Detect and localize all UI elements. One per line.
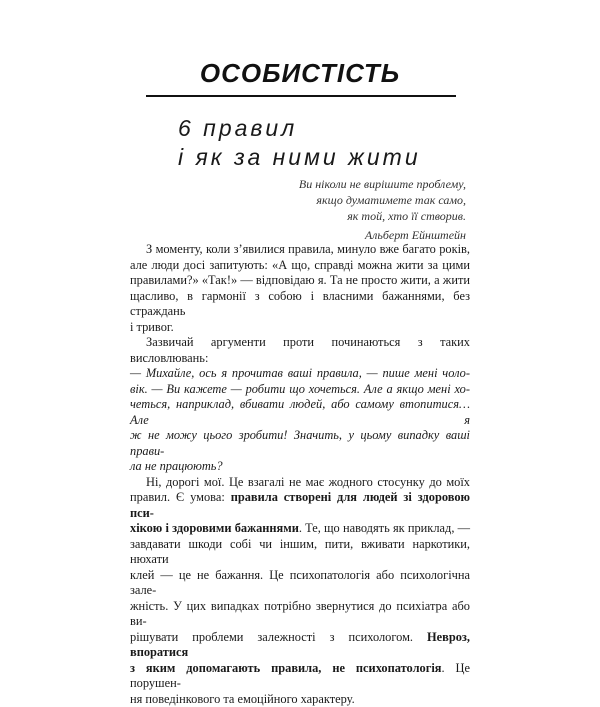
paragraph-1-line: і тривог. xyxy=(130,320,470,336)
text-run: правил. Є умова: xyxy=(130,490,231,504)
section-title: ОСОБИСТІСТЬ xyxy=(0,58,600,89)
paragraph-2-line: Зазвичай аргументи проти починаються з таких висловлювань: xyxy=(130,335,470,366)
epigraph-line: як той, хто її створив. xyxy=(299,208,466,224)
text-run: . Це порушен- xyxy=(130,661,470,691)
paragraph-1-line: З моменту, коли з’явилися правила, минуло вже багато років, xyxy=(130,242,470,258)
paragraph-2-line: ж не можу цього зробити! Значить, у цьому випадку ваші прави- xyxy=(130,428,470,459)
epigraph-line: якщо думатимете так само, xyxy=(299,192,466,208)
epigraph xyxy=(299,176,466,224)
title-underline xyxy=(146,95,456,97)
paragraph-2-line: ла не працюють? xyxy=(130,459,470,475)
bold-text-run: правила створені для людей зі здоровою пси- xyxy=(130,490,470,520)
paragraph-2-line: четься, наприклад, вбивати людей, або самому втопитися… Але я xyxy=(130,397,470,428)
paragraph-3-line: жність. У цих випадках потрібно звернутися до психіатра або ви- xyxy=(130,599,470,630)
text-run: . Те, що наводять як приклад, — xyxy=(299,521,470,535)
paragraph-3-line xyxy=(130,521,470,537)
paragraph-2-line: — Михайле, ось я прочитав ваші правила, — пише мені чоло- xyxy=(130,366,470,382)
paragraph-3-line xyxy=(130,490,470,521)
paragraph-1-line: але люди досі запитують: «А що, справді можна жити за цими xyxy=(130,258,470,274)
chapter-title-line-2: і як за ними жити xyxy=(178,143,421,172)
paragraph-3-line: завдавати шкоди собі чи іншим, пити, вживати наркотики, нюхати xyxy=(130,537,470,568)
paragraph-1-line: щасливо, в гармонії з собою і власними бажаннями, без страждань xyxy=(130,289,470,320)
text-run: рішувати проблеми залежності з психологом. xyxy=(130,630,427,644)
bold-text-run: хікою і здоровими бажаннями xyxy=(130,521,299,535)
epigraph-author: Альберт Ейнштейн xyxy=(365,228,466,243)
chapter-title-line-1: 6 правил xyxy=(178,114,421,143)
paragraph-3-line xyxy=(130,630,470,661)
paragraph-3-line xyxy=(130,661,470,692)
paragraph-1-line: правилами?» «Так!» — відповідаю я. Та не просто жити, а жити xyxy=(130,273,470,289)
paragraph-3-line: клей — це не бажання. Це психопатологія або психологічна зале- xyxy=(130,568,470,599)
bold-text-run: Невроз, впоратися xyxy=(130,630,470,660)
epigraph-line: Ви ніколи не вирішите проблему, xyxy=(299,176,466,192)
body-text xyxy=(130,242,470,707)
bold-text-run: з яким допомагають правила, не психопатологія xyxy=(130,661,442,675)
chapter-title xyxy=(178,114,421,172)
paragraph-2-line: вік. — Ви кажете — робити що хочеться. Але а якщо мені хо- xyxy=(130,382,470,398)
paragraph-3-line: Ні, дорогі мої. Це взагалі не має жодного стосунку до моїх xyxy=(130,475,470,491)
paragraph-3-line: ня поведінкового та емоційного характеру. xyxy=(130,692,470,707)
